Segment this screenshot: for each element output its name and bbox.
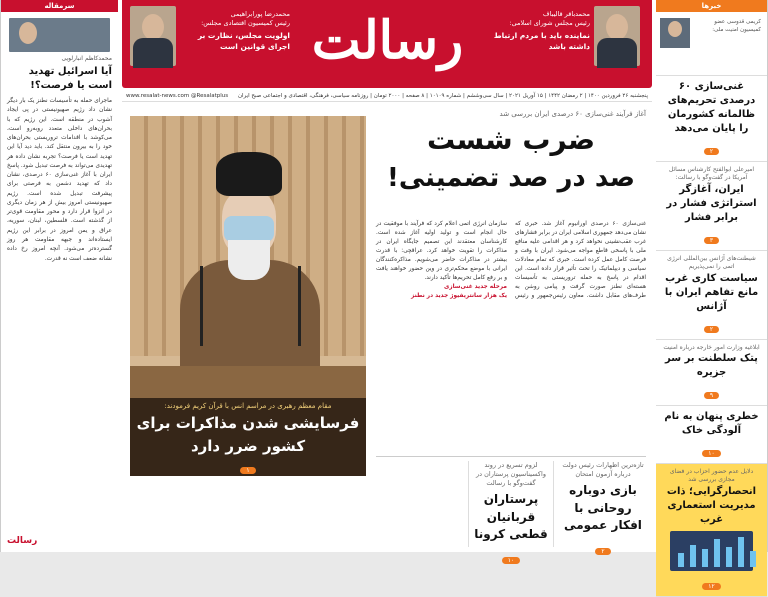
news-kicker: شیطنت‌های آژانس بین‌المللی انرژی اتمی را نمی‌پذیریم	[667, 254, 756, 271]
caption-name: محمدباقر قالیباف	[542, 10, 590, 18]
masthead-caption-left[interactable]	[180, 10, 290, 53]
microphone-icon	[298, 266, 301, 346]
newspaper-logo: رسالت	[311, 10, 464, 71]
news-title: پتک سلطنت بر سر جزیره	[665, 352, 758, 378]
masthead-photo-left	[130, 6, 176, 66]
news-kicker: امیرعلی ابوالفتح کارشناس مسائل آمریکا در گفت‌وگو با رسالت:	[668, 166, 755, 182]
lead-subhead: مرحله جدید غنی‌سازی	[443, 283, 507, 290]
lead-headline[interactable]: ضرب شست	[426, 123, 596, 156]
website[interactable]: www.resalat-news.com @Resalatplus	[126, 93, 229, 99]
news-kicker: دلایل عدم حضور احزاب در فضای مجازی بررسی شد	[669, 467, 754, 484]
lead-kicker: آغاز فرآیند غنی‌سازی ۶۰ درصدی ایران بررسی شد	[499, 110, 646, 118]
top-news[interactable]	[656, 12, 767, 76]
page-number-badge: ۳	[704, 237, 719, 244]
top-news-title: غنی‌سازی ۶۰ درصدی تحریم‌های ظالمانه کشورمان را پایان می‌دهد	[667, 81, 756, 134]
lead-body	[376, 220, 646, 448]
center-area	[122, 0, 652, 565]
masthead-photo-right	[594, 6, 640, 66]
page-number-badge: ۱۰	[502, 557, 520, 564]
photo-headline[interactable]: فرسایشی شدن مذاکرات برای کشور ضرر دارد	[136, 414, 360, 455]
editorial-tab: سرمقاله	[1, 0, 118, 12]
news-item[interactable]	[656, 162, 767, 251]
author-photo	[9, 18, 110, 52]
top-news-caption: کریمی قدوسی عضو کمیسیون امنیت ملی:	[712, 19, 761, 34]
caption-title: نماینده باید با مردم ارتباط داشته باشد	[493, 30, 590, 51]
page-number-badge: ۲	[704, 326, 719, 333]
microphone-icon	[200, 266, 203, 346]
footer-logo: رسالت	[7, 536, 38, 546]
news-item[interactable]	[656, 406, 767, 464]
story-title: پرستاران قربانیان قطعی کرونا	[474, 492, 548, 542]
dateline-bar	[122, 90, 652, 102]
photo-caption	[130, 398, 366, 476]
story-kicker: تازه‌ترین اظهارات رئیس دولت درباره آزمون امتحان	[562, 461, 644, 479]
top-news-title-box[interactable]	[656, 76, 767, 162]
caption-role: رئیس کمیسیون اقتصادی مجلس:	[201, 19, 290, 28]
lead-subhead-2: یک هزار سانتریفیوژ جدید در نطنز	[410, 292, 507, 299]
lead-body-text: غنی‌سازی ۶۰ درصدی اورانیوم آغاز شد. خبری که نشان می‌دهد جمهوری اسلامی ایران در برابر فشارهای غرب عقب‌نشینی نخواهد کرد و هر اقدامی علیه منافع ملی با پاسخی قاطع مواجه می‌شود. ایران با وقت و فرصت کامل عمل کرده است. خبری که تمام معادلات سیاسی و دیپلماتیک را تحت تأثیر قرار داده است. این اقدام در پاسخ به حمله تروریستی به تأسیسات هسته‌ای نطنز صورت گرفت و پیامی روشن به طرف‌های مقابل داشت. معاون رئیس‌جمهور و رئیس سازمان انرژی اتمی اعلام کرد که فرآیند با موفقیت در حال انجام است و تولید اولیه آغاز شده است. کارشناسان معتقدند این تصمیم جایگاه ایران در مذاکرات را تقویت خواهد کرد. عراقچی: با قدرت بیشتر در مذاکرات حاضر می‌شویم. مذاکره‌کنندگان ایرانی با موضع محکم‌تری در وین حضور خواهند یافت و بر رفع کامل تحریم‌ها تأکید دارند.	[376, 221, 647, 299]
news-kicker: ابلاغیه وزارت امور خارجه درباره امنیت	[663, 343, 760, 351]
news-title: ایران، آغازگر استراتژی فشار در برابر فشار	[666, 183, 757, 223]
page-number-badge: ۲	[704, 148, 719, 155]
page-number-badge: ۱	[240, 467, 255, 474]
bottom-stories	[376, 456, 646, 565]
editorial-column	[0, 0, 118, 552]
photo-kicker: مقام معظم رهبری در مراسم انس با قرآن کریم فرمودند:	[164, 402, 332, 410]
page-number-badge: ۲	[595, 548, 610, 555]
news-item[interactable]	[656, 251, 767, 340]
editorial-title[interactable]: آیا اسرائیل تهدید است یا فرصت؟!	[28, 66, 112, 91]
page-number-badge: ۱۰	[702, 450, 720, 457]
reporter-photo	[660, 18, 690, 48]
bottom-story[interactable]	[468, 461, 554, 565]
masthead-caption-right[interactable]	[480, 10, 590, 53]
masthead	[122, 0, 652, 88]
editorial-body: ماجرای حمله به تأسیسات نطنز یک بار دیگر نشان داد رژیم صهیونیستی در پی ایجاد آشوب در منطقه است. این رژیم که با بحران‌های داخلی متعدد روبه‌رو است، می‌کوشد با اقدامات تروریستی بحران‌های خود را به بیرون منتقل کند. باید دید آیا این تهدید است یا فرصت؟ تجربه نشان داده هر تهدیدی می‌تواند به فرصت تبدیل شود. پاسخ ایران با آغاز غنی‌سازی ۶۰ درصدی، نشان داد که تهدید دشمن به فرصتی برای پیشرفت تبدیل شده است. رژیم صهیونیستی امروز بیش از هر زمان دیگری در انزوا قرار دارد و محور مقاومت قوی‌تر از گذشته است. فلسطین، لبنان، سوریه، عراق و یمن امروز در برابر این رژیم ایستاده‌اند و جبهه مقاومت هر روز گسترده‌تر می‌شود. آنچه امروز رخ داده نشانه ضعف است نه قدرت.	[7, 98, 112, 262]
news-item[interactable]	[656, 340, 767, 406]
caption-name: محمدرضا پورابراهیمی	[230, 10, 290, 18]
news-title: انحصارگرایی؛ ذات مدیریت استعماری غرب	[666, 485, 757, 525]
news-title: سیاست کاری غرب مانع تفاهم ایران با آژانس	[664, 272, 759, 312]
news-column	[656, 0, 768, 590]
main-photo[interactable]	[130, 116, 366, 476]
story-kicker: لزوم تسریع در روند واکسیناسیون پرستاران در گفت‌وگو با رسالت	[476, 461, 546, 488]
news-title: خطری پنهان به نام آلودگی خاک	[664, 410, 759, 436]
editorial-byline: محمدکاظم انبارلویی	[61, 55, 112, 62]
page-number-badge: ۹	[704, 392, 719, 399]
news-tab: خبرها	[656, 0, 767, 12]
caption-title: اولویت مجلس، نظارت بر اجرای قوانین است	[197, 30, 290, 51]
dateline: پنجشنبه ۲۶ فروردین ۱۴۰۰ | ۲ رمضان ۱۴۴۲ | ۱۵ آوریل ۲۰۲۱ | سال سی‌وششم | شماره ۱۰۱۰۹ | ۸ صفحه | ۲۰۰۰ تومان | روزنامه سیاسی، فرهنگی، اقتصادی و اجتماعی صبح ایران	[238, 93, 648, 99]
bottom-story[interactable]	[560, 461, 646, 556]
story-title: بازی دوباره روحانی با افکار عمومی	[564, 483, 642, 532]
lead-story	[376, 110, 646, 195]
caption-role: رئیس مجلس شورای اسلامی:	[509, 19, 590, 28]
page-number-badge: ۱۲	[702, 583, 720, 590]
infographic-image	[670, 531, 753, 571]
lead-headline-2[interactable]: صد در صد تضمینی!	[387, 162, 635, 193]
featured-news-item[interactable]	[656, 464, 767, 597]
